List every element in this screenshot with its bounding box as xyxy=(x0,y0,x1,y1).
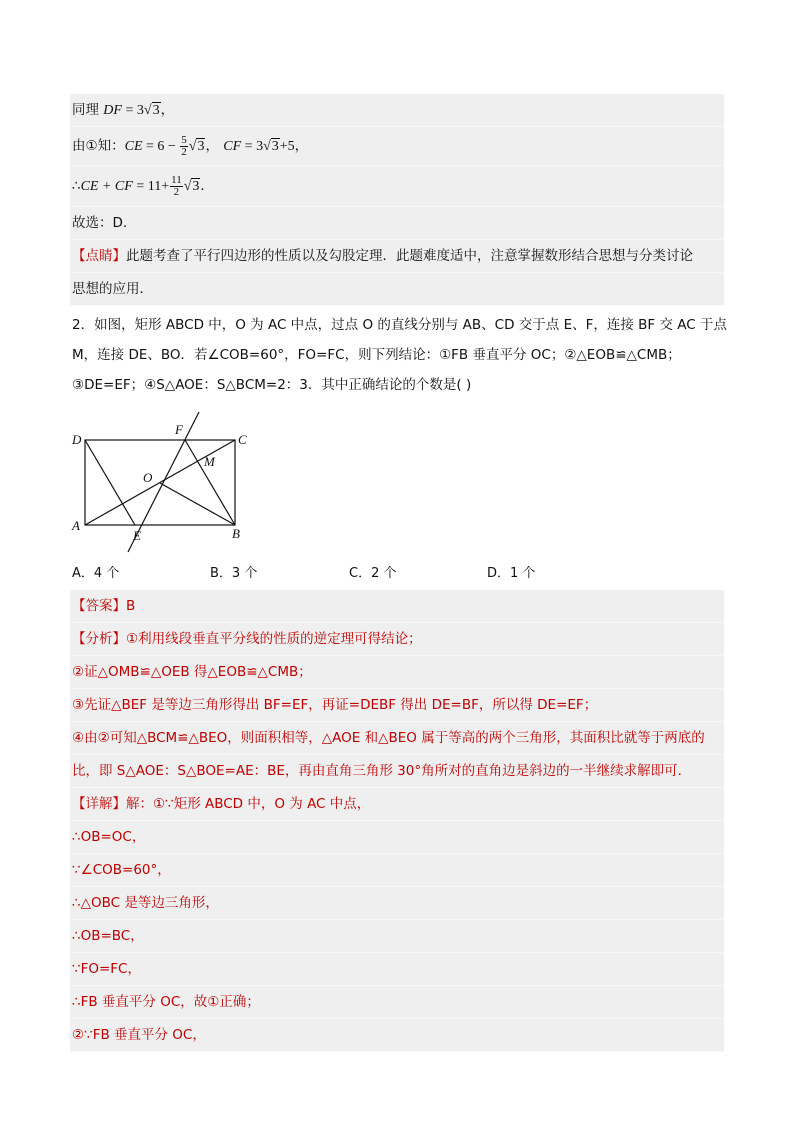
line-analysis-1 xyxy=(70,623,724,656)
denominator: 2 xyxy=(181,145,187,158)
label-f: F xyxy=(175,422,183,437)
option-a: A．4 个 xyxy=(72,566,120,581)
line-analysis-2: ②证△OMB≌△OEB 得△EOB≌△CMB； xyxy=(70,656,724,689)
punct: ， xyxy=(294,138,309,154)
sqrt-symbol: √3 xyxy=(143,103,160,118)
detail-tag: 【详解】 xyxy=(72,796,126,812)
document-page xyxy=(70,94,727,1052)
numerator: 5 xyxy=(181,133,187,146)
denominator: 2 xyxy=(173,185,180,198)
segment-bf xyxy=(185,440,235,525)
line-detail-1 xyxy=(70,788,724,821)
math-eq: = 3 xyxy=(121,103,144,118)
segment-de xyxy=(85,440,135,525)
option-c: C．2 个 xyxy=(349,566,397,581)
math-df: DF xyxy=(103,103,122,118)
sqrt-symbol: √3 xyxy=(188,139,205,154)
answer-block xyxy=(70,590,724,1052)
punct: ， xyxy=(160,102,175,118)
text: 同理 xyxy=(72,102,104,118)
line-analysis-5: 比，即 S△AOE：S△BOE=AE：BE，再由直角三角形 30°角所对的直角边是斜边的一半继续求解即可． xyxy=(70,755,724,788)
line-ce-cf xyxy=(70,127,724,166)
math-sum: CE + CF xyxy=(80,179,133,194)
analysis-tag: 【分析】 xyxy=(72,631,126,647)
radicand: 3 xyxy=(197,139,205,154)
text: 故选：D． xyxy=(72,215,137,231)
math-ce: CE xyxy=(124,139,143,154)
radicand: 3 xyxy=(152,103,160,118)
geometry-figure xyxy=(70,400,724,560)
segment-ob xyxy=(160,483,235,525)
comment-text: 思想的应用． xyxy=(72,281,153,297)
solution-continuation xyxy=(70,94,724,306)
label-b: B xyxy=(232,526,240,541)
radicand: 3 xyxy=(192,179,200,194)
question-line: M，连接 DE、BO．若∠COB=60°，FO=FC，则下列结论：①FB 垂直平分 OC；②△EOB≌△CMB； xyxy=(72,347,681,363)
label-m: M xyxy=(204,454,215,469)
text: 由①知： xyxy=(72,138,125,154)
numerator: 11 xyxy=(171,173,182,186)
sqrt-symbol: √3 xyxy=(183,179,200,194)
label-d: D xyxy=(72,432,82,447)
question-line: 2．如图，矩形 ABCD 中，O 为 AC 中点，过点 O 的直线分别与 AB、CD 交于点 E、F，连接 BF 交 AC 于点 xyxy=(72,317,727,333)
line-analysis-3: ③先证△BEF 是等边三角形得出 BF=EF，再证=DEBF 得出 DE=BF，所以得 DE=EF； xyxy=(70,689,724,722)
line-detail-3: ∵∠COB=60°， xyxy=(70,854,724,887)
label-e: E xyxy=(133,528,141,543)
line-choice xyxy=(70,207,724,240)
label-c: C xyxy=(238,432,247,447)
punct: ． xyxy=(200,178,214,194)
line-detail-6: ∵FO=FC， xyxy=(70,953,724,986)
radicand: 3 xyxy=(271,139,279,154)
math-plus: +5 xyxy=(279,139,295,154)
punct: ， xyxy=(205,138,219,154)
label-a: A xyxy=(72,518,80,533)
answer-value: B xyxy=(126,598,136,614)
question-line: ③DE=EF；④S△AOE：S△BCM=2：3．其中正确结论的个数是( ) xyxy=(72,377,472,393)
line-comment xyxy=(70,240,724,273)
question-block xyxy=(70,310,727,400)
rectangle-diagram xyxy=(70,400,270,560)
answer-tag: 【答案】 xyxy=(72,598,126,614)
label-o: O xyxy=(143,470,153,485)
math-eq: = 6 − xyxy=(142,139,180,154)
line-df xyxy=(70,94,724,127)
line-answer xyxy=(70,590,724,623)
option-b: B．3 个 xyxy=(210,566,258,581)
fraction xyxy=(180,135,188,158)
line-sum xyxy=(70,166,724,207)
line-comment-2 xyxy=(70,273,724,306)
line-detail-4: ∴△OBC 是等边三角形， xyxy=(70,887,724,920)
options-row xyxy=(70,560,724,588)
line-analysis-4: ④由②可知△BCM≌△BEO，则面积相等，△AOE 和△BEO 属于等高的两个三角形，其面积比就等于两底的 xyxy=(70,722,724,755)
math-cf: CF xyxy=(223,139,242,154)
therefore: ∴ xyxy=(72,178,81,194)
line-detail-2: ∴OB=OC， xyxy=(70,821,724,854)
detail-text: 解：①∵矩形 ABCD 中，O 为 AC 中点， xyxy=(126,796,371,812)
math-eq: = 3 xyxy=(241,139,264,154)
analysis-text: ①利用线段垂直平分线的性质的逆定理可得结论； xyxy=(126,631,422,647)
fraction xyxy=(170,175,183,198)
line-detail-5: ∴OB=BC， xyxy=(70,920,724,953)
line-detail-7: ∴FB 垂直平分 OC，故①正确； xyxy=(70,986,724,1019)
option-d: D．1 个 xyxy=(487,566,536,581)
comment-tag: 【点睛】 xyxy=(72,248,126,264)
math-eq: = 11+ xyxy=(132,179,170,194)
comment-text: 此题考查了平行四边形的性质以及勾股定理．此题难度适中，注意掌握数形结合思想与分类讨论 xyxy=(126,248,693,264)
sqrt-symbol: √3 xyxy=(263,139,279,154)
line-detail-8: ②∵FB 垂直平分 OC， xyxy=(70,1019,724,1052)
